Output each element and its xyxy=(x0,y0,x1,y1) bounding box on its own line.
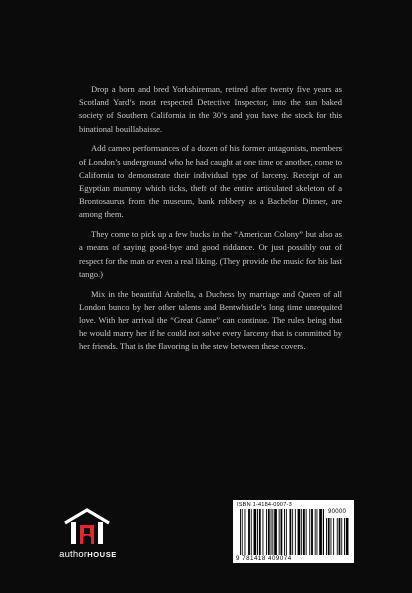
authorhouse-logo-icon xyxy=(62,506,112,548)
barcode-bar xyxy=(274,509,277,555)
barcode-bar xyxy=(272,509,273,555)
barcode-bar xyxy=(346,518,349,555)
blurb-paragraph-3: They come to pick up a few bucks in the “American Colony” but also as a means of saying good-bye and good riddance. Or just possibly out of respect for the man or even a real liking. (They provide the music for his last tango.) xyxy=(79,229,342,279)
barcode-bar xyxy=(309,509,310,555)
barcode-bar xyxy=(257,509,258,555)
barcode-bar xyxy=(317,509,318,555)
barcode-bar xyxy=(242,509,243,555)
barcode-bar xyxy=(279,509,280,555)
barcode-bar xyxy=(281,509,283,555)
barcode-bar xyxy=(339,518,341,555)
barcode-bar xyxy=(248,509,250,555)
publisher-name-author: author xyxy=(59,549,88,560)
blurb-paragraph-2: Add cameo performances of a dozen of his former antagonists, members of London’s underground who he had caught at one time or another, come to California to demonstrate their individual type of larceny. Receipt of an Egyptian mummy which ticks, theft of the entire articulated skeleton of a Brontosaurus from the museum, bank robbery as a Bachelor Dinner, are among them. xyxy=(79,143,342,220)
isbn-label: ISBN 1-4184-0907-3 xyxy=(237,502,292,508)
barcode-bar xyxy=(259,509,261,555)
barcode-bar xyxy=(290,509,292,555)
publisher-name xyxy=(52,549,124,560)
barcode-bar xyxy=(306,509,307,555)
barcode-bar xyxy=(284,509,285,555)
barcode-bar xyxy=(333,518,334,555)
barcode-bar xyxy=(271,509,272,555)
barcode-bar xyxy=(292,509,293,555)
barcode-bar xyxy=(266,509,267,555)
barcode-bar xyxy=(326,518,327,555)
ean-digits: 9 781418 409074 xyxy=(236,555,292,562)
barcode-bar xyxy=(295,509,296,555)
blurb-paragraph-4: Mix in the beautiful Arabella, a Duchess by marriage and Queen of all London bunco by her other talents and Bentwhistle’s long time unrequited love. With her arrival the “Great Game” can continue. The rules being that he would marry her if he could not solve every larceny that is committed by her friends. That is the flavoring in the stew between these covers. xyxy=(79,288,342,352)
price-barcode-bars xyxy=(326,518,350,555)
barcode-bar xyxy=(328,518,330,555)
price-code-label: 90000 xyxy=(328,509,347,515)
barcode-bar xyxy=(298,509,301,555)
barcode-bar xyxy=(337,518,338,555)
barcode-bar xyxy=(254,509,257,555)
barcode-bar xyxy=(268,509,270,555)
publisher-logo xyxy=(52,506,122,566)
barcode-bar xyxy=(301,509,302,555)
barcode-bar xyxy=(344,518,345,555)
barcode-bar xyxy=(323,509,324,555)
barcode-bar xyxy=(240,509,241,555)
barcode-bar xyxy=(251,509,252,555)
barcode-bar xyxy=(319,509,322,555)
isbn-barcode xyxy=(233,500,354,563)
barcode-bar xyxy=(311,509,313,555)
publisher-name-house: HOUSE xyxy=(87,550,117,559)
barcode-bar xyxy=(331,518,332,555)
barcode-bar xyxy=(286,509,287,555)
back-cover-blurb xyxy=(79,83,342,360)
barcode-bar xyxy=(315,509,316,555)
barcode-bar xyxy=(303,509,305,555)
barcode-bar xyxy=(263,509,264,555)
blurb-paragraph-1: Drop a born and bred Yorkshireman, retired after twenty five years as Scotland Yard’s most respected Detective Inspector, into the sun baked society of Southern California in the 30’s and you have the stock for this binational bouillabaisse. xyxy=(79,84,342,134)
ean-barcode-bars xyxy=(240,509,324,555)
barcode-bar xyxy=(245,509,246,555)
barcode-bar xyxy=(341,518,342,555)
